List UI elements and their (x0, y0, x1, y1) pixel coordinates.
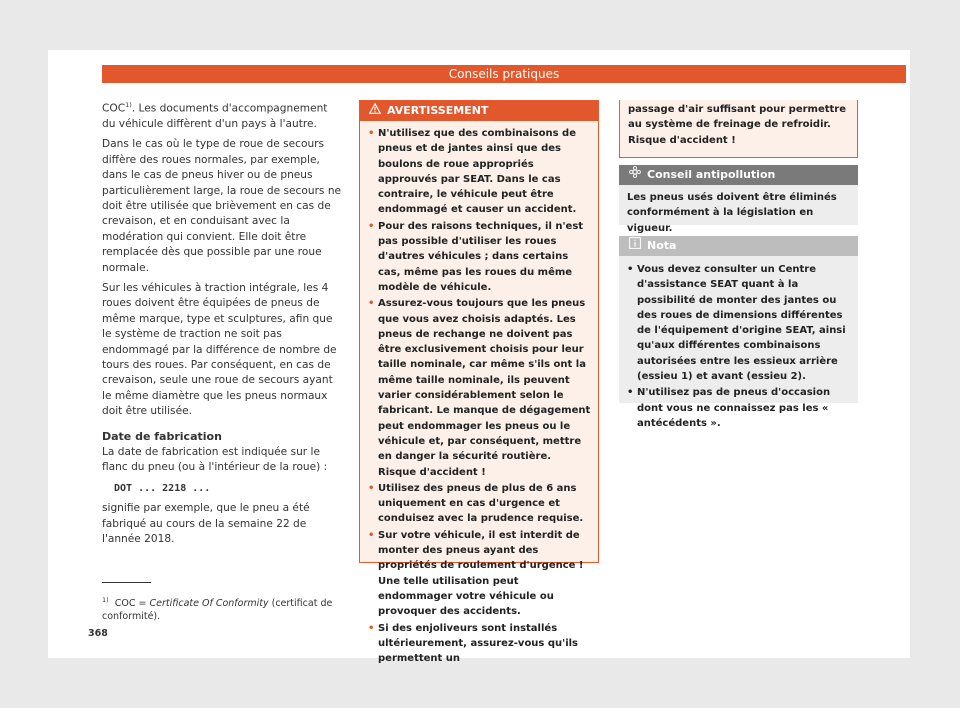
eco-tip-text: Les pneus usés doivent être éliminés conformément à la législation en vigueur. (627, 192, 837, 234)
paragraph-spare-wheel: Dans le cas où le type de roue de secours diffère des roues normales, par exemple, dans le cas de pneus hiver ou de pneus particulièrement large, la roue de secours ne doit être utilisée que brièvement en cas de crevaison, et en conduisant avec la modération qui convient. Elle doit être remplacée dès que possible par une roue normale. (102, 138, 342, 274)
warning-item: • Utilisez des pneus de plus de 6 ans uniquement en cas d'urgence et conduisez avec la prudence requise. (368, 482, 584, 525)
note-body (619, 256, 858, 431)
page-number: 368 (88, 628, 108, 639)
note-box (619, 236, 858, 429)
footnote-ref: 1) (125, 101, 132, 109)
warning-item: • Assurez-vous toujours que les pneus que vous avez choisis adaptés. Les pneus de rechange ne doivent pas être exclusivement choisis pour leur taille nominale, car même s'ils ont la même taille nominale, ils peuvent varier considérablement selon le fabricant. Le manque de dégagement peut endommager les pneus ou le véhicule et, par conséquent, mettre en danger la sécurité routière. Risque d'accident ! (368, 298, 591, 478)
paragraph-date-location: La date de fabrication est indiquée sur le flanc du pneu (ou à l'intérieur de la roue) : (102, 446, 328, 474)
paragraph-coc: COC$^{1)}$. Les documents d'accompagnement du véhicule diffèrent d'un pays à l'autre. (102, 101, 328, 130)
warning-continuation: passage d'air suffisant pour permettre au système de freinage de refroidir. Risque d'accident ! (619, 100, 858, 158)
warning-item: • Pour des raisons techniques, il n'est pas possible d'utiliser les roues d'autres véhicules ; dans certains cas, même pas les roues du même modèle de véhicule. (368, 220, 584, 293)
manual-page (48, 50, 910, 665)
eco-tip-header: Conseil antipollution (619, 165, 858, 185)
warning-body (360, 121, 598, 666)
warning-item: • Si des enjoliveurs sont installés ultérieurement, assurez-vous qu'ils permettent un (368, 622, 579, 665)
eco-tip-box (619, 165, 858, 234)
page-header: Conseils pratiques (102, 65, 906, 83)
warning-header: AVERTISSEMENT (360, 101, 598, 121)
footnote: $^{1)}$ COC = Certificate Of Conformity (certificat de conformité). (102, 596, 333, 623)
note-item: • N'utilisez pas de pneus d'occasion dont vous ne connaissez pas les « antécédents ». (627, 387, 831, 429)
warning-item: • N'utilisez que des combinaisons de pneus et de jantes ainsi que des boulons de roue appropriés approuvés par SEAT. Dans le cas contraire, le véhicule peut être endommagé et causer un accident. (368, 128, 577, 216)
main-text-column (102, 98, 342, 553)
note-item: • Vous devez consulter un Centre d'assistance SEAT quant à la possibilité de monter des jantes ou des roues de dimensions différentes de l'équipement d'origine SEAT, ainsi qu'aux différentes combinaisons autorisées entre les essieux arrière (essieu 1) et avant (essieu 2). (627, 264, 846, 383)
warning-item: • Sur votre véhicule, il est interdit de monter des pneus ayant des propriétés de roulement d'urgence ! Une telle utilisation peut endommager votre véhicule ou provoquer des accidents. (368, 529, 584, 618)
info-icon (629, 236, 641, 256)
footnote-divider (102, 582, 151, 583)
warning-box (359, 100, 599, 665)
dot-code: DOT ... 2218 ... (114, 482, 211, 494)
paragraph-date-meaning: signifie par exemple, que le pneu a été fabriqué au cours de la semaine 22 de l'année 2018. (102, 502, 310, 546)
note-header: Nota (619, 236, 858, 256)
paragraph-awd: Sur les véhicules à traction intégrale, les 4 roues doivent être équipées de pneus de même marque, type et sculptures, afin que le système de traction ne soit pas endommagé par la différence de nombre de tours des roues. Par conséquent, en cas de crevaison, seule une roue de secours ayant le même diamètre que les pneus normaux doit être utilisée. (102, 282, 337, 418)
leaf-icon (629, 165, 641, 185)
section-heading: Date de fabrication (102, 429, 222, 443)
warning-triangle-icon (369, 101, 381, 121)
